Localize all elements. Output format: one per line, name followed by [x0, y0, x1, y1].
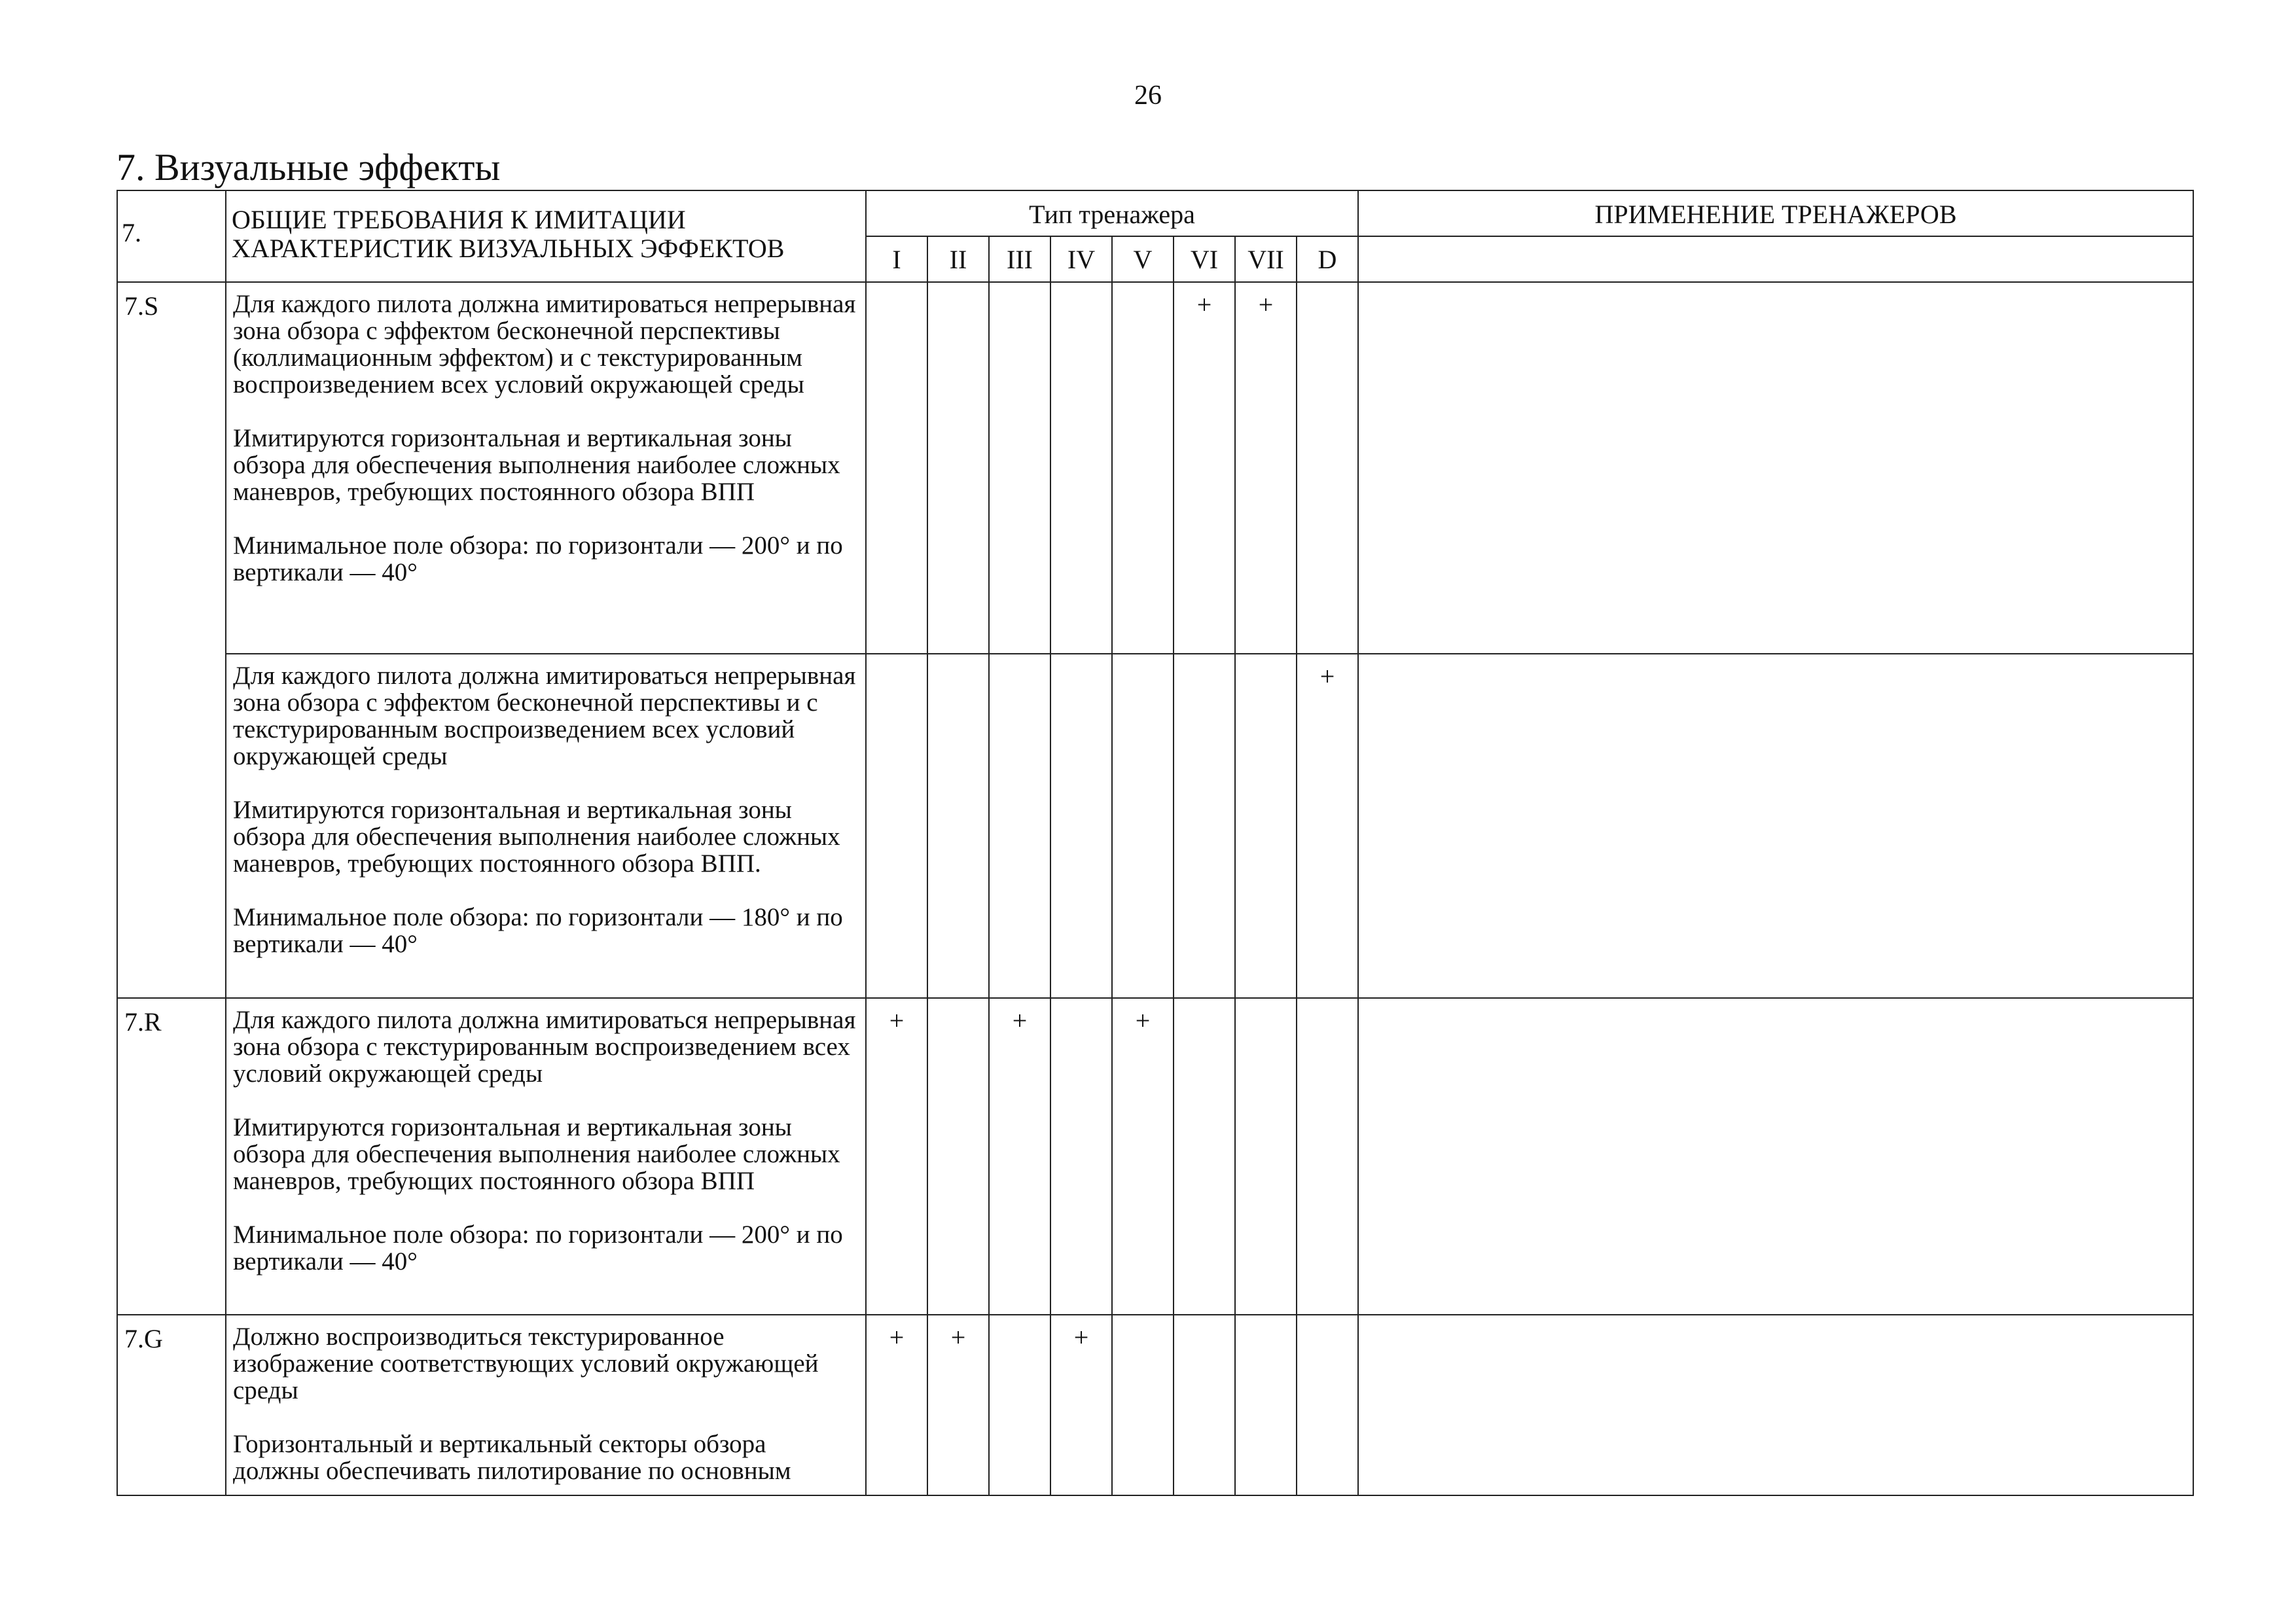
type-mark: +	[927, 1315, 989, 1495]
row-number: 7.G	[117, 1315, 226, 1495]
requirement-paragraph: Имитируются горизонтальная и вертикальная зоны обзора для обеспечения выполнения наиболее сложных маневров, требующих постоянного обзора ВПП.	[233, 796, 840, 878]
type-mark	[989, 654, 1050, 998]
type-mark	[1050, 998, 1112, 1315]
type-mark	[1297, 282, 1358, 654]
type-mark: +	[989, 998, 1050, 1315]
section-title: 7. Визуальные эффекты	[117, 146, 501, 188]
requirement-text	[226, 998, 866, 1315]
type-mark	[1112, 654, 1174, 998]
header-application: ПРИМЕНЕНИЕ ТРЕНАЖЕРОВ	[1358, 190, 2193, 236]
type-column-header: VI	[1174, 236, 1235, 282]
type-mark	[1174, 998, 1235, 1315]
type-column-header: VII	[1235, 236, 1297, 282]
type-mark	[927, 998, 989, 1315]
type-mark	[927, 654, 989, 998]
type-mark	[1235, 1315, 1297, 1495]
type-column-header: D	[1297, 236, 1358, 282]
type-mark	[1235, 998, 1297, 1315]
application-cell	[1358, 998, 2193, 1315]
type-column-header: V	[1112, 236, 1174, 282]
type-mark: +	[1297, 654, 1358, 998]
type-mark	[1297, 998, 1358, 1315]
type-mark	[1235, 654, 1297, 998]
type-mark	[1112, 282, 1174, 654]
type-mark	[1297, 1315, 1358, 1495]
type-mark	[866, 654, 927, 998]
requirement-paragraph: Минимальное поле обзора: по горизонтали — 180° и по вертикали — 40°	[233, 903, 843, 958]
header-simulator-type: Тип тренажера	[866, 190, 1358, 236]
application-subheader	[1358, 236, 2193, 282]
header-number: 7.	[117, 190, 226, 282]
type-column-header: II	[927, 236, 989, 282]
row-number: 7.S	[117, 282, 226, 998]
application-cell	[1358, 1315, 2193, 1495]
requirement-paragraph: Минимальное поле обзора: по горизонтали — 200° и по вертикали — 40°	[233, 1221, 843, 1275]
page-number: 26	[1134, 80, 1162, 111]
application-cell	[1358, 654, 2193, 998]
requirement-paragraph: Для каждого пилота должна имитироваться непрерывная зона обзора с текстурированным воспроизведением всех условий окружающей среды	[233, 1006, 856, 1088]
requirement-paragraph: Должно воспроизводиться текстурированное изображение соответствующих условий окружающей среды	[233, 1323, 819, 1404]
type-column-header: III	[989, 236, 1050, 282]
requirement-text	[226, 654, 866, 998]
type-column-header: IV	[1050, 236, 1112, 282]
application-cell	[1358, 282, 2193, 654]
requirement-paragraph: Имитируются горизонтальная и вертикальная зоны обзора для обеспечения выполнения наиболее сложных маневров, требующих постоянного обзора ВПП	[233, 1113, 840, 1195]
header-title: ОБЩИЕ ТРЕБОВАНИЯ К ИМИТАЦИИ ХАРАКТЕРИСТИК ВИЗУАЛЬНЫХ ЭФФЕКТОВ	[226, 190, 866, 282]
requirement-text	[226, 282, 866, 654]
type-mark	[1050, 282, 1112, 654]
type-mark: +	[1235, 282, 1297, 654]
type-mark: +	[1050, 1315, 1112, 1495]
type-column-header: I	[866, 236, 927, 282]
requirement-paragraph: Горизонтальный и вертикальный секторы обзора должны обеспечивать пилотирование по основным	[233, 1430, 791, 1485]
requirements-table	[117, 190, 2194, 1496]
type-mark	[989, 1315, 1050, 1495]
type-mark	[866, 282, 927, 654]
type-mark: +	[866, 1315, 927, 1495]
requirement-paragraph: Для каждого пилота должна имитироваться непрерывная зона обзора с эффектом бесконечной перспективы и с текстурированным воспроизведением всех условий окружающей среды	[233, 662, 856, 770]
table-row	[117, 654, 2193, 998]
table-row	[117, 998, 2193, 1315]
type-mark	[1112, 1315, 1174, 1495]
type-mark	[927, 282, 989, 654]
requirement-paragraph: Имитируются горизонтальная и вертикальная зоны обзора для обеспечения выполнения наиболее сложных маневров, требующих постоянного обзора ВПП	[233, 424, 840, 506]
type-mark: +	[1112, 998, 1174, 1315]
requirement-paragraph: Минимальное поле обзора: по горизонтали — 200° и по вертикали — 40°	[233, 531, 843, 586]
table-row	[117, 1315, 2193, 1495]
type-mark: +	[866, 998, 927, 1315]
type-mark	[989, 282, 1050, 654]
type-mark	[1174, 1315, 1235, 1495]
type-mark	[1050, 654, 1112, 998]
requirement-text	[226, 1315, 866, 1495]
requirement-paragraph: Для каждого пилота должна имитироваться непрерывная зона обзора с эффектом бесконечной перспективы (коллимационным эффектом) и с текстурированным воспроизведением всех условий окружающей среды	[233, 290, 856, 399]
row-number: 7.R	[117, 998, 226, 1315]
type-mark: +	[1174, 282, 1235, 654]
table-row	[117, 282, 2193, 654]
type-mark	[1174, 654, 1235, 998]
